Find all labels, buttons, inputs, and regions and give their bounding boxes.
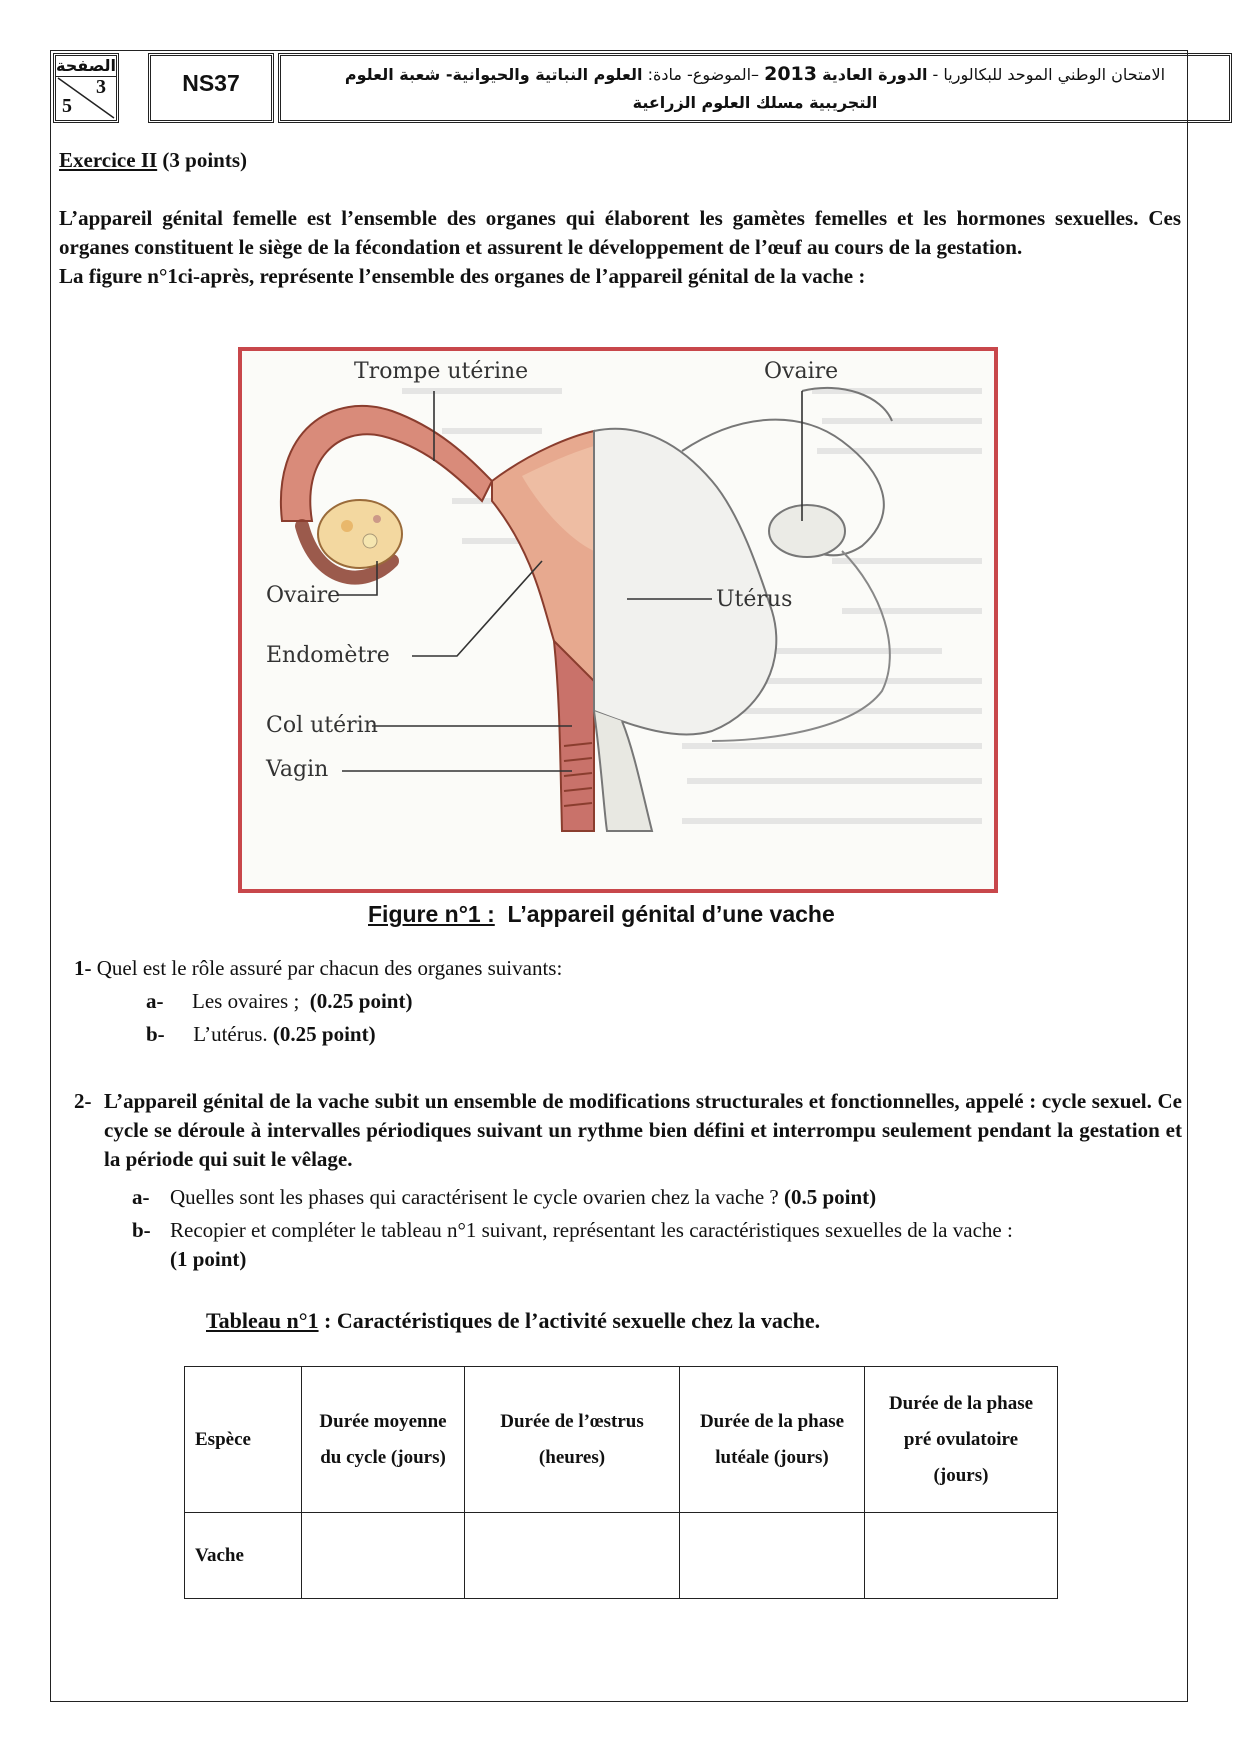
figure-caption	[368, 901, 835, 928]
page-number-box	[53, 53, 119, 123]
header-luteale: Durée de la phase lutéale (jours)	[680, 1367, 865, 1513]
reproductive-system-illustration	[242, 351, 994, 889]
figure-caption-prefix: Figure n°1 :	[368, 901, 495, 927]
figure-reproductive-system	[238, 347, 998, 893]
exercise-name: Exercice II	[59, 148, 158, 172]
page-total: 5	[62, 95, 72, 117]
header-espece: Espèce	[185, 1367, 302, 1513]
question-1a	[146, 987, 412, 1016]
label-endometre: Endomètre	[266, 643, 390, 668]
table-header-row	[185, 1367, 1058, 1513]
exam-header	[50, 50, 1188, 126]
question-1b	[146, 1020, 376, 1049]
q1a-text: Les ovaires ;	[192, 989, 300, 1013]
row-label-vache: Vache	[185, 1513, 302, 1599]
exercise-title	[59, 148, 247, 173]
label-ovaire-right: Ovaire	[764, 359, 839, 384]
figure-caption-text: L’appareil génital d’une vache	[507, 901, 835, 927]
cell-empty[interactable]	[680, 1513, 865, 1599]
q2-text: L’appareil génital de la vache subit un ensemble de modifications structurales et fonctionnelles, appelé : cycle sexuel. Ce cycle se déroule à intervalles périodiques suivant un rythme bien défini et interrompu seulement pendant la gestation et la période qui suit le vêlage.	[104, 1089, 1182, 1171]
label-vagin: Vagin	[266, 757, 329, 782]
page-label: الصفحة	[56, 56, 117, 75]
label-col-uterin: Col utérin	[266, 713, 378, 738]
q1b-text: L’utérus.	[193, 1022, 268, 1046]
label-trompe: Trompe utérine	[354, 359, 529, 384]
header-oestrus: Durée de l’œstrus (heures)	[465, 1367, 680, 1513]
q1b-letter: b-	[146, 1022, 165, 1046]
header-preovulatoire: Durée de la phase pré ovulatoire (jours)	[865, 1367, 1058, 1513]
table-caption	[206, 1308, 820, 1334]
cell-empty[interactable]	[302, 1513, 465, 1599]
label-ovaire-left: Ovaire	[266, 583, 341, 608]
q1a-letter: a-	[146, 989, 164, 1013]
question-2a	[132, 1183, 1182, 1212]
q2b-points: (1 point)	[170, 1247, 247, 1271]
table-row	[185, 1513, 1058, 1599]
question-2b	[132, 1216, 1182, 1274]
cell-empty[interactable]	[465, 1513, 680, 1599]
title-part-a: الامتحان الوطني الموحد للبكالوريا -	[932, 65, 1166, 84]
q1b-points: (0.25 point)	[272, 1022, 376, 1046]
question-2	[74, 1087, 1182, 1174]
exercise-points: (3 points)	[162, 148, 248, 172]
title-line2: التجريبية مسلك العلوم الزراعية	[632, 93, 878, 112]
exercise-intro	[59, 204, 1181, 291]
page-current: 3	[96, 76, 106, 98]
question-1	[74, 954, 562, 983]
q1-number: 1-	[74, 956, 92, 980]
label-uterus: Utérus	[716, 587, 793, 612]
q2b-text: Recopier et compléter le tableau n°1 suivant, représentant les caractéristiques sexuelles de la vache :	[170, 1218, 1013, 1242]
q2a-points: (0.5 point)	[783, 1185, 877, 1209]
q2-number: 2-	[74, 1089, 92, 1113]
title-year: 2013	[764, 63, 817, 85]
characteristics-table	[184, 1366, 1058, 1599]
title-subject: العلوم النباتية والحيوانية- شعبة العلوم	[344, 65, 643, 84]
q2b-letter: b-	[132, 1218, 151, 1242]
q2a-text: Quelles sont les phases qui caractérisent le cycle ovarien chez la vache ?	[170, 1185, 779, 1209]
q1-text: Quel est le rôle assuré par chacun des organes suivants:	[96, 956, 563, 980]
header-cycle: Durée moyenne du cycle (jours)	[302, 1367, 465, 1513]
intro-paragraph-2: La figure n°1ci-après, représente l’ensemble des organes de l’appareil génital de la vache :	[59, 264, 866, 288]
title-session: الدورة العادية	[822, 65, 928, 84]
exam-title	[278, 53, 1232, 123]
exam-code: NS37	[148, 53, 274, 123]
table-caption-prefix: Tableau n°1	[206, 1308, 319, 1333]
intro-paragraph-1: L’appareil génital femelle est l’ensemble des organes qui élaborent les gamètes femelles et les hormones sexuelles. Ces organes constituent le siège de la fécondation et assurent le développement de l’œuf au cours de la gestation.	[59, 206, 1181, 259]
cell-empty[interactable]	[865, 1513, 1058, 1599]
title-part-c: –الموضوع- مادة:	[647, 65, 760, 84]
table-caption-text: : Caractéristiques de l’activité sexuelle chez la vache.	[318, 1308, 821, 1333]
q1a-points: (0.25 point)	[309, 989, 413, 1013]
q2a-letter: a-	[132, 1185, 150, 1209]
